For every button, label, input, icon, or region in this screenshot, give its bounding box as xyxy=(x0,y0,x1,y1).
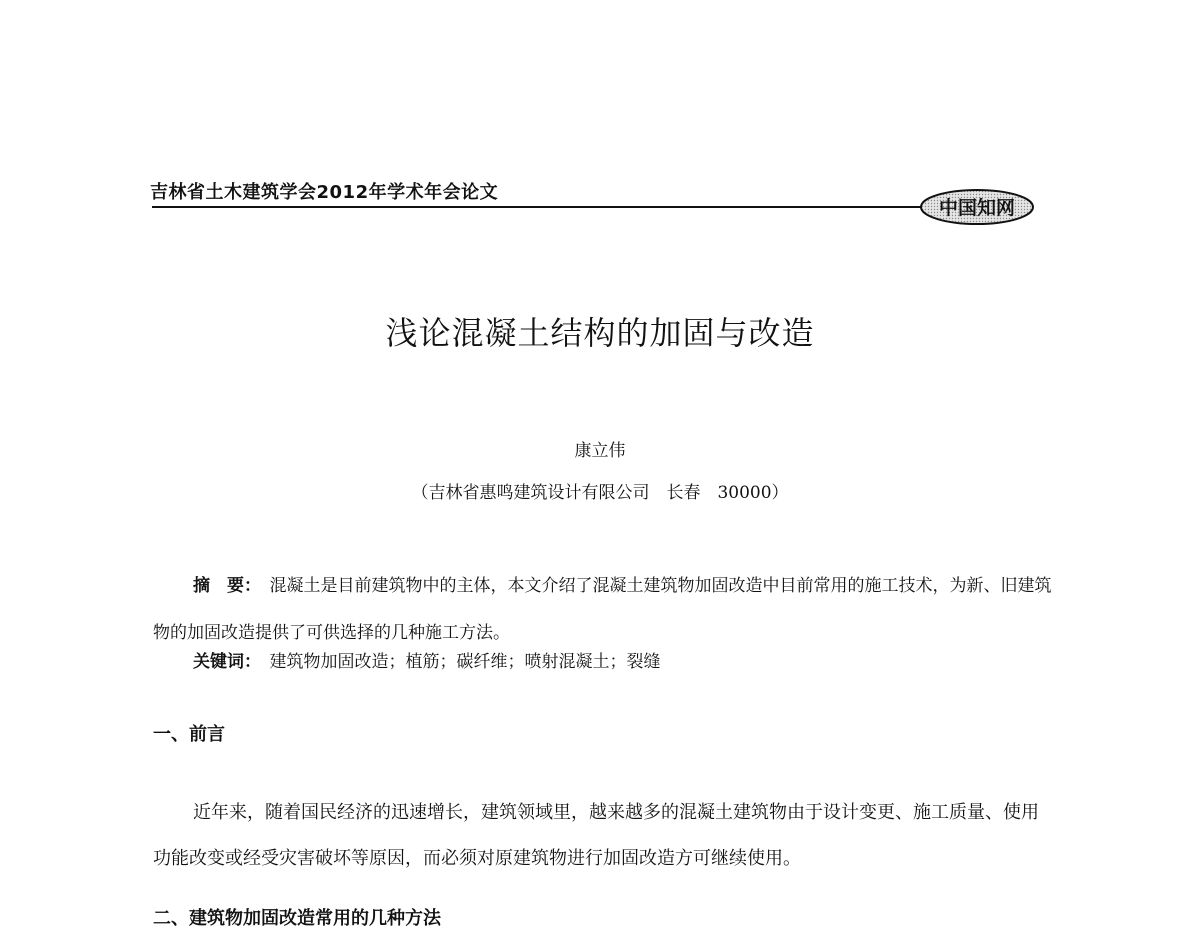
section-heading-introduction: 一、前言 xyxy=(153,724,225,745)
keywords-text: 建筑物加固改造；植筋；碳纤维；喷射混凝土；裂缝 xyxy=(269,652,661,672)
author-affiliation: （吉林省惠鸣建筑设计有限公司 长春 30000） xyxy=(411,483,789,503)
keywords xyxy=(193,647,661,672)
abstract xyxy=(153,563,1053,657)
header-rule xyxy=(152,206,922,208)
section-heading-methods: 二、建筑物加固改造常用的几种方法 xyxy=(153,908,441,929)
conference-header: 吉林省土木建筑学会2012年学术年会论文 xyxy=(150,182,499,203)
section-body-introduction xyxy=(153,790,1053,882)
cnki-logo xyxy=(918,187,1036,227)
introduction-paragraph: 近年来，随着国民经济的迅速增长，建筑领域里，越来越多的混凝土建筑物由于设计变更、施工质量、使用功能改变或经受灾害破坏等原因，而必须对原建筑物进行加固改造方可继续使用。 xyxy=(153,802,1039,869)
abstract-text: 混凝土是目前建筑物中的主体，本文介绍了混凝土建筑物加固改造中目前常用的施工技术，为新、旧建筑物的加固改造提供了可供选择的几种施工方法。 xyxy=(153,576,1052,643)
logo-text: 中国知网 xyxy=(938,197,1016,219)
abstract-label: 摘 要： xyxy=(193,576,253,596)
paper-title: 浅论混凝土结构的加固与改造 xyxy=(385,314,815,352)
keywords-label: 关键词： xyxy=(193,652,253,672)
author-name: 康立伟 xyxy=(574,441,626,461)
